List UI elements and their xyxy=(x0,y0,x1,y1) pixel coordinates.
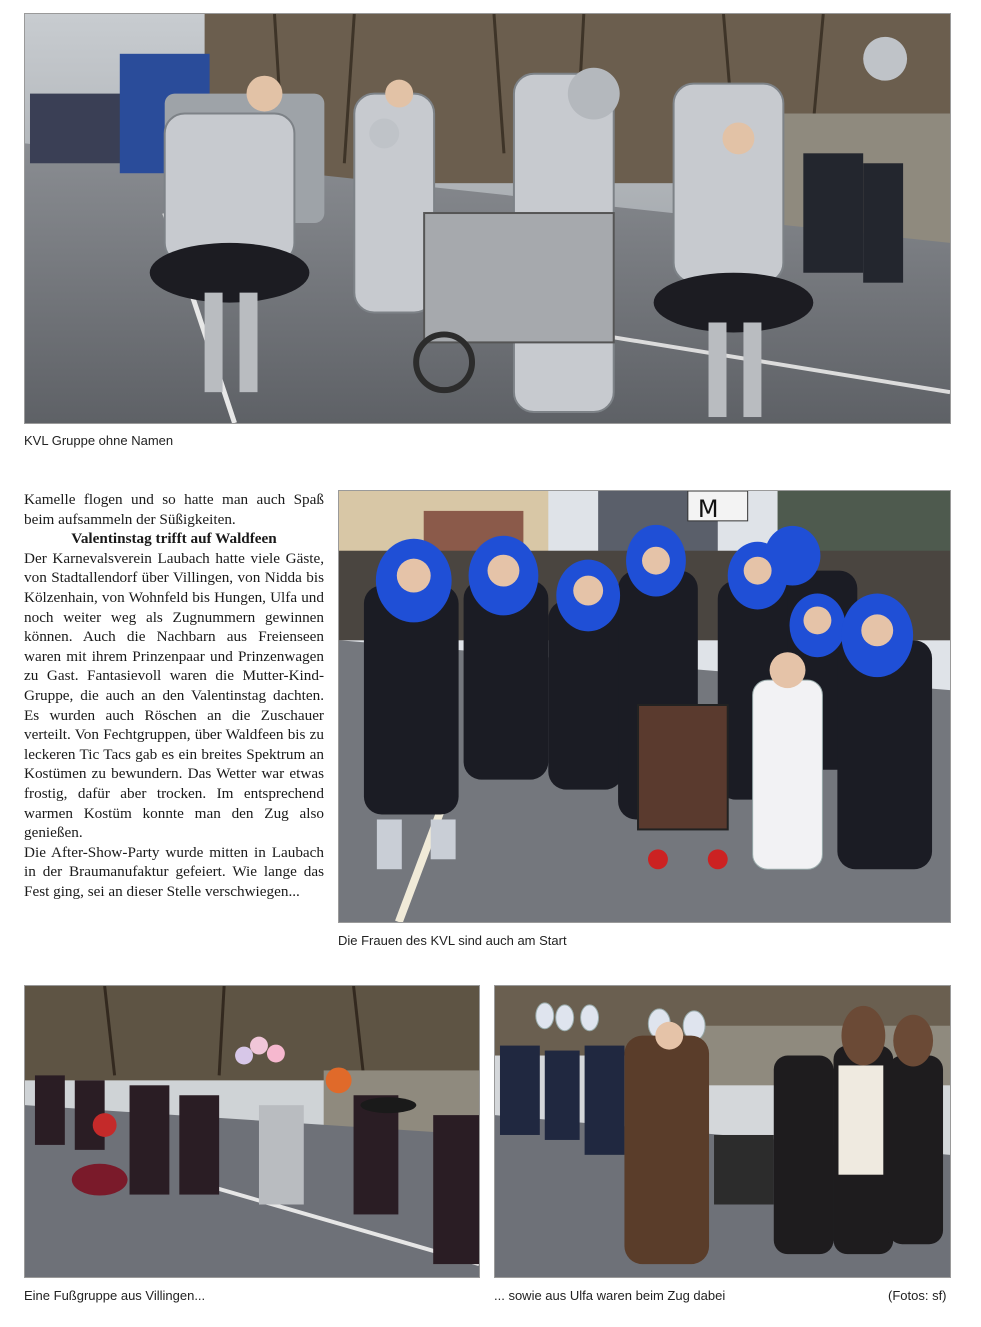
photo-ulfa-group xyxy=(494,985,951,1278)
caption-bottom-right-photo: ... sowie aus Ulfa waren beim Zug dabei xyxy=(494,1288,726,1303)
photo-kvl-women xyxy=(338,490,951,923)
article-intro: Kamelle flogen und so hatte man auch Spaß beim aufsammeln der Süßigkeiten. xyxy=(24,491,324,528)
article-text xyxy=(24,490,324,901)
caption-top-photo: KVL Gruppe ohne Namen xyxy=(24,433,174,448)
banner-letter: M xyxy=(697,494,719,523)
photo-villingen-group xyxy=(24,985,480,1278)
article-body: Der Karnevalsverein Laubach hatte viele Gäste, von Stadtallendorf über Villingen, von Nidda bis Kölzenhain, von Wohnfeld bis Hungen, Ulfa und noch weiter weg als Zugnummern gewinnen können. Auch die Nachbarn aus Freienseen waren mit ihrem Prinzenpaar und Prinzenwagen zu Gast. Fantasievoll waren die Mutter-Kind-Gruppe, die auch an den Valentinstag dachten. Es wurden auch Röschen an die Zuschauer verteilt. Von Fechtgruppen, über Waldfeen bis zu leckeren Tic Tacs gab es ein breites Spektrum an Kostümen zu bewundern. Das Wetter war etwas frostig, dafür aber trocken. Im entsprechend warmen Kostüm konnte man den Zug also genießen. xyxy=(24,549,324,842)
caption-bottom-left-photo: Eine Fußgruppe aus Villingen... xyxy=(24,1288,206,1303)
photo-kvl-group xyxy=(24,13,951,424)
parade-silver-costumes-image xyxy=(25,14,950,423)
article-heading: Valentinstag trifft auf Waldfeen xyxy=(71,530,277,548)
women-blue-wigs-image xyxy=(339,491,950,922)
photo-credit: (Fotos: sf) xyxy=(888,1288,947,1303)
villingen-pirates-image xyxy=(25,986,479,1277)
article-closing: Die After-Show-Party wurde mitten in Laubach in der Braumanufaktur gefeiert. Wie lange das Fest ging, sei an dieser Stelle verschwiegen... xyxy=(24,843,324,900)
caption-middle-photo: Die Frauen des KVL sind auch am Start xyxy=(338,933,567,948)
ulfa-group-image xyxy=(495,986,950,1277)
